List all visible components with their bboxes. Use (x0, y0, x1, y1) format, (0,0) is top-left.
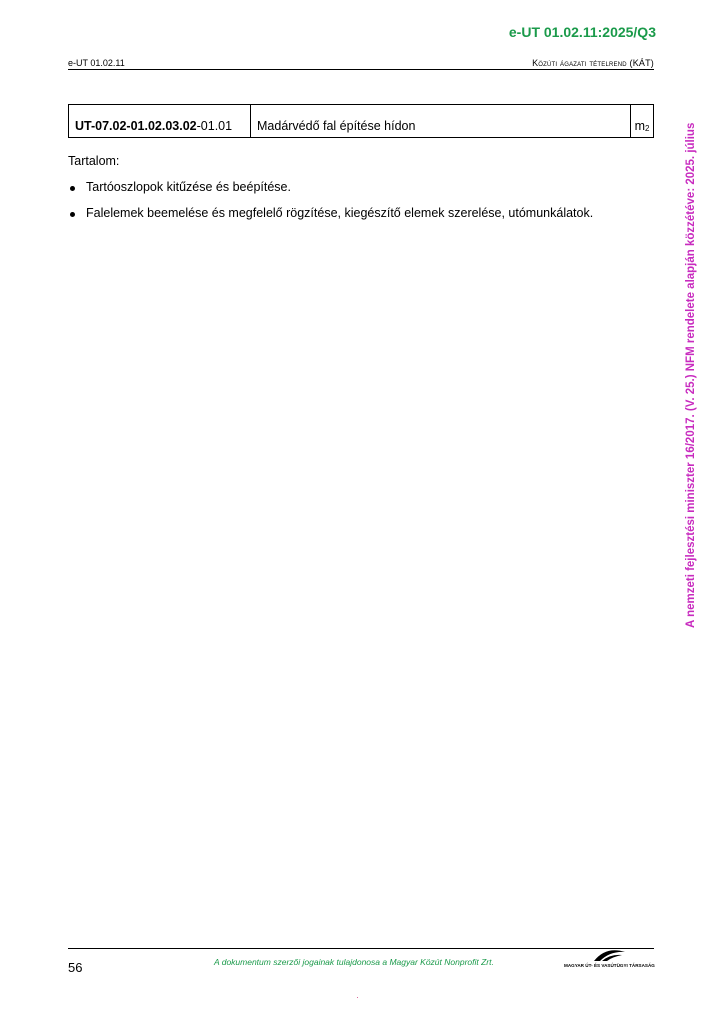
header-document-id: e-UT 01.02.11 (68, 58, 125, 68)
bullet-dot-icon (70, 186, 75, 191)
unit-base: m (634, 119, 645, 133)
logo-text: MAGYAR ÚT- ÉS VASÚTÜGYI TÁRSASÁG (564, 963, 655, 968)
decorative-dot (357, 997, 358, 998)
page-number: 56 (68, 960, 83, 975)
document-code: e-UT 01.02.11:2025/Q3 (508, 24, 656, 40)
bullet-dot-icon (70, 212, 75, 217)
publication-side-note: A nemzeti fejlesztési miniszter 16/2017. (V. 25.) NFM rendelete alapján közzétéve: 2025. július (685, 122, 697, 628)
content-label: Tartalom: (68, 154, 120, 168)
item-table (68, 104, 654, 138)
running-header (68, 58, 654, 70)
item-unit-cell (631, 105, 653, 137)
road-arc-logo-icon (592, 948, 626, 962)
content-bullet-list (68, 180, 593, 232)
copyright-notice: A dokumentum szerzői jogainak tulajdonosa a Magyar Közút Nonprofit Zrt. (214, 957, 494, 967)
header-document-title: Közúti ágazati tételrend (KÁT) (532, 58, 654, 68)
item-code-suffix: -01.01 (196, 119, 233, 133)
list-item-text: Falelemek beemelése és megfelelő rögzítése, kiegészítő elemek szerelése, utómunkálatok. (86, 206, 594, 220)
item-code-cell (69, 105, 251, 137)
item-name-cell: Madárvédő fal építése hídon (251, 105, 631, 137)
society-logo (564, 948, 654, 972)
list-item (68, 206, 593, 220)
list-item (68, 180, 593, 194)
item-code-main: UT-07.02-01.02.03.02 (75, 119, 197, 133)
unit-exponent: 2 (644, 124, 650, 133)
list-item-text: Tartóoszlopok kitűzése és beépítése. (86, 180, 291, 194)
